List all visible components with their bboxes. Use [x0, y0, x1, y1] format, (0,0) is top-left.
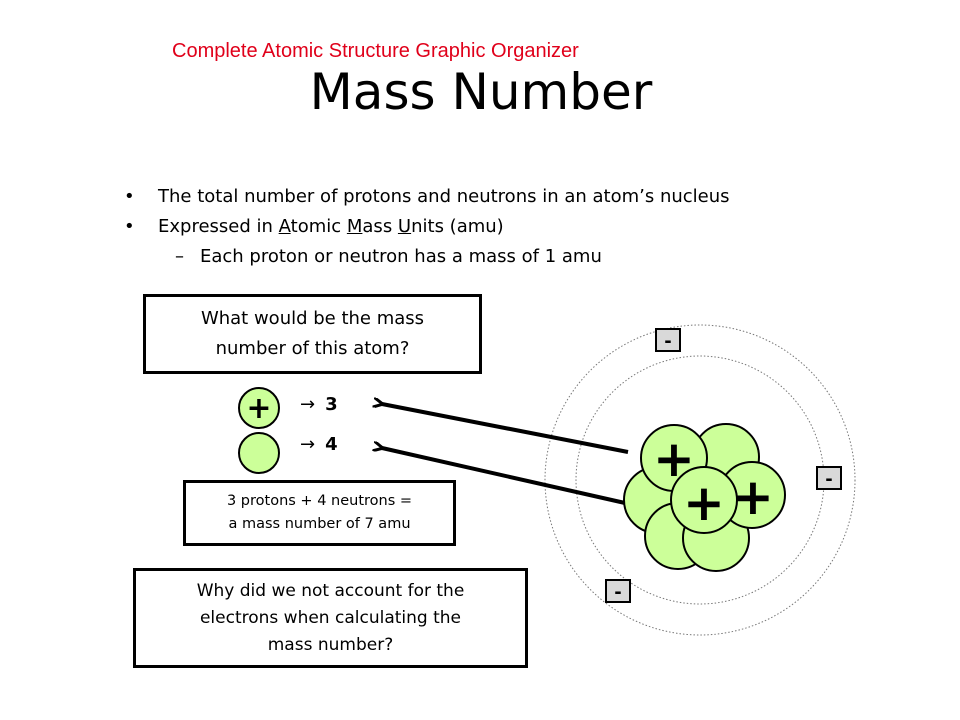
electron-question-box: [133, 568, 528, 668]
answer-line: 3 protons + 4 neutrons =: [226, 493, 413, 509]
electron-bottom-left: [606, 580, 630, 603]
electron-top: [656, 329, 680, 352]
bullet-dot: •: [124, 216, 135, 237]
underlined-letter-u: U: [397, 216, 412, 237]
bullet-text-part: ass: [362, 216, 398, 237]
legend-proton-count: [300, 394, 338, 415]
proton-symbol: +: [653, 430, 695, 488]
sub-bullet-dash: –: [175, 246, 184, 267]
sub-bullet-text: Each proton or neutron has a mass of 1 amu: [200, 246, 602, 267]
electron-question-line: electrons when calculating the: [199, 607, 461, 628]
electron-right: [817, 467, 841, 490]
bullet-dot: •: [124, 186, 135, 207]
question-line: number of this atom?: [215, 338, 410, 359]
proton-symbol: +: [683, 474, 725, 532]
legend-proton-symbol: +: [246, 391, 272, 426]
electron-question-line: Why did we not account for the: [196, 580, 465, 601]
proton-count: 3: [325, 394, 338, 415]
proton-symbol: +: [732, 468, 774, 526]
electron-symbol: -: [614, 582, 622, 603]
electron-symbol: -: [664, 331, 672, 352]
legend-neutron-count: [300, 434, 338, 455]
bullet-text-part: nits (amu): [411, 216, 504, 237]
answer-box: [183, 480, 456, 546]
underlined-letter-m: M: [346, 216, 363, 237]
answer-line: a mass number of 7 amu: [228, 516, 411, 532]
subtitle: Complete Atomic Structure Graphic Organizer: [172, 40, 579, 62]
legend-neutron: [239, 433, 279, 473]
right-arrow-icon: →: [300, 394, 316, 415]
bullet-text-part: Expressed in: [158, 216, 279, 237]
electron-symbol: -: [825, 469, 833, 490]
page-title: Mass Number: [309, 63, 653, 121]
pointer-arrow-protons: [382, 404, 628, 452]
underlined-letter-a: A: [278, 216, 291, 237]
question-line: What would be the mass: [200, 308, 425, 329]
electron-question-line: mass number?: [267, 634, 394, 655]
bullet-text-part: tomic: [290, 216, 347, 237]
right-arrow-icon: →: [300, 434, 316, 455]
neutron-count: 4: [325, 434, 338, 455]
bullet-text: The total number of protons and neutrons in an atom’s nucleus: [158, 186, 730, 207]
